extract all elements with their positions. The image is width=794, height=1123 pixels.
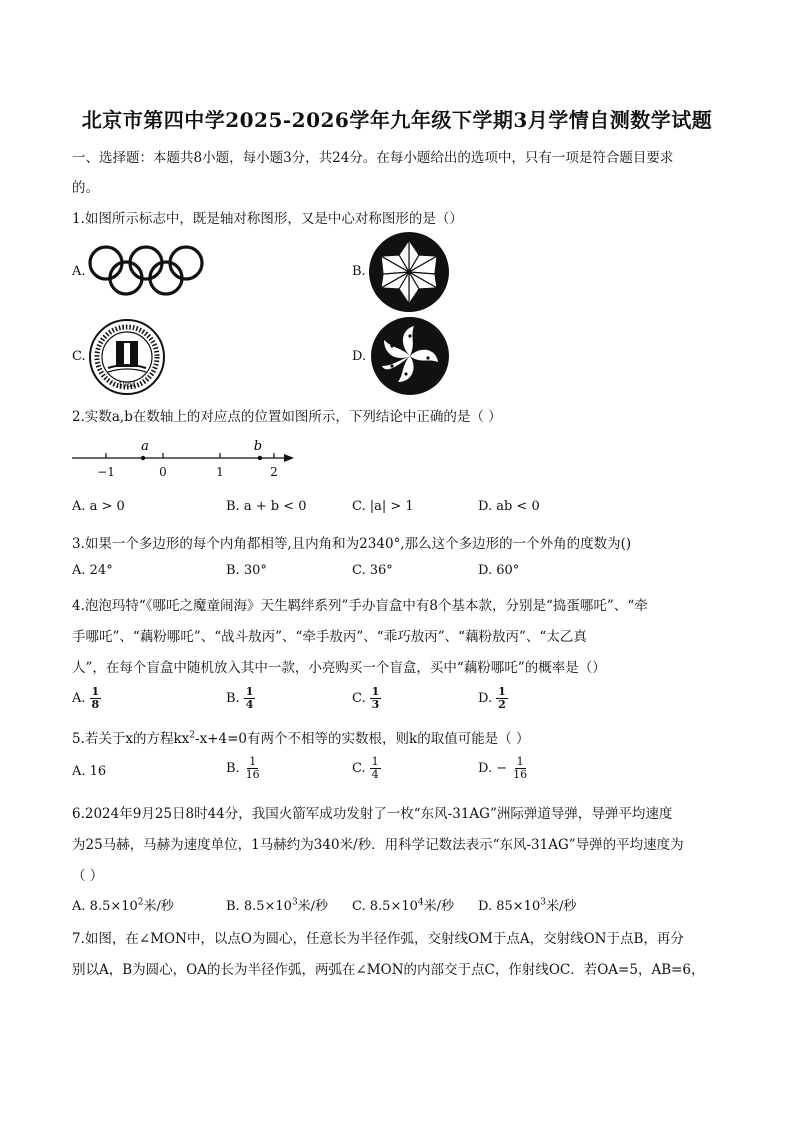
point-b-label: b (253, 439, 263, 454)
q1-option-a-label: A. (72, 264, 86, 279)
q1-option-b-label: B. (352, 264, 366, 279)
point-b (258, 456, 262, 460)
q4-option-c: C. $\frac{1}{3}$ (352, 685, 380, 711)
q1-stem: 1.如图所示标志中，既是轴对称图形，又是中心对称图形的是（） (72, 211, 463, 227)
q6-stem-line2: 为25马赫，马赫为速度单位，1马赫约为340米/秒．用科学记数法表示“东风-31AG”导弹的平均速度为 (72, 837, 684, 853)
q7-stem-line1: 7.如图，在∠MON中，以点O为圆心，任意长为半径作弧，交射线OM于点A，交射线ON于点B，再分 (72, 931, 684, 947)
q1-option-d-label: D. (352, 349, 367, 364)
axis-label-neg1: −1 (97, 465, 115, 479)
q6-stem-line3: （ ） (72, 868, 104, 884)
q4-stem-line3: 人”，在每个盲盒中随机放入其中一款，小亮购买一个盲盒，买中“藕粉哪吒”的概率是（） (72, 660, 606, 676)
q5-option-b: B. $\frac{1}{16}$ (226, 755, 260, 781)
q3-option-a: A. 24° (72, 563, 113, 578)
q2-stem: 2.实数a,b在数轴上的对应点的位置如图所示，下列结论中正确的是（ ） (72, 409, 502, 425)
section-instructions-line2: 的。 (72, 180, 99, 196)
axis-label-1: 1 (216, 465, 224, 479)
q5-stem: 5.若关于x的方程$kx^2-x+4=0$有两个不相等的实数根，则k的取值可能是（ ） (72, 730, 530, 747)
q3-option-b: B. 30° (226, 563, 267, 578)
q6-option-c: C. $8.5\times 10^4$米/秒 (352, 897, 454, 914)
q6-stem-line1: 6.2024年9月25日8时44分，我国火箭军成功发射了一枚“东风-31AG”洲际弹道导弹，导弹平均速度 (72, 806, 673, 822)
exam-title: 北京市第四中学2025-2026学年九年级下学期3月学情自测数学试题 (81, 108, 713, 132)
q4-option-b: B. $\frac{1}{4}$ (226, 685, 254, 711)
olympic-rings-logo (86, 243, 208, 299)
q2-option-c: C. |a| > 1 (352, 499, 414, 514)
q1-option-c-label: C. (72, 349, 86, 364)
axis-label-0: 0 (159, 465, 167, 479)
q2-option-a: A. a > 0 (72, 499, 125, 514)
point-a (141, 456, 145, 460)
q3-stem: 3.如果一个多边形的每个内角都相等,且内角和为2340°,那么这个多边形的一个外角的度数为() (72, 536, 632, 552)
q7-stem-line2: 别以A，B为圆心，OA的长为半径作弧，两弧在∠MON的内部交于点C，作射线OC．若OA=5，AB=6， (72, 962, 705, 978)
q2-option-d: D. ab < 0 (478, 499, 540, 514)
q3-option-d: D. 60° (478, 563, 520, 578)
axis-label-2: 2 (270, 465, 278, 479)
q4-stem-line2: 手哪吒”、“藕粉哪吒”、“战斗敖丙”、“牵手敖丙”、“乖巧敖丙”、“藕粉敖丙”、“太乙真 (72, 629, 587, 645)
school-emblem-year: 1984 (118, 381, 136, 389)
q4-option-a: A. $\frac{1}{8}$ (72, 685, 100, 711)
q3-option-c: C. 36° (352, 563, 393, 578)
hexagram-star-logo (368, 231, 450, 313)
section-instructions-line1: 一、选择题：本题共8小题，每小题3分，共24分。在每小题给出的选项中，只有一项是符合题目要求 (72, 150, 674, 166)
q5-option-d: D. − $\frac{1}{16}$ (478, 755, 528, 781)
point-a-label: a (141, 439, 149, 454)
number-line (68, 436, 298, 480)
q4-stem-line1: 4.泡泡玛特“《哪吒之魔童闹海》天生羁绊系列”手办盲盒中有8个基本款，分别是“捣蛋哪吒”、“牵 (72, 598, 648, 614)
q5-option-c: C. $\frac{1}{4}$ (352, 755, 379, 781)
q6-option-b: B. $8.5\times 10^3$米/秒 (226, 897, 329, 914)
q5-option-a: A. 16 (72, 764, 107, 779)
q2-option-b: B. a + b < 0 (226, 499, 307, 514)
q4-option-d: D. $\frac{1}{2}$ (478, 685, 506, 711)
bauhinia-flower-logo (370, 316, 450, 396)
q6-option-d: D. $85\times 10^3$米/秒 (478, 897, 577, 914)
q6-option-a: A. $8.5\times 10^2$米/秒 (72, 897, 174, 914)
